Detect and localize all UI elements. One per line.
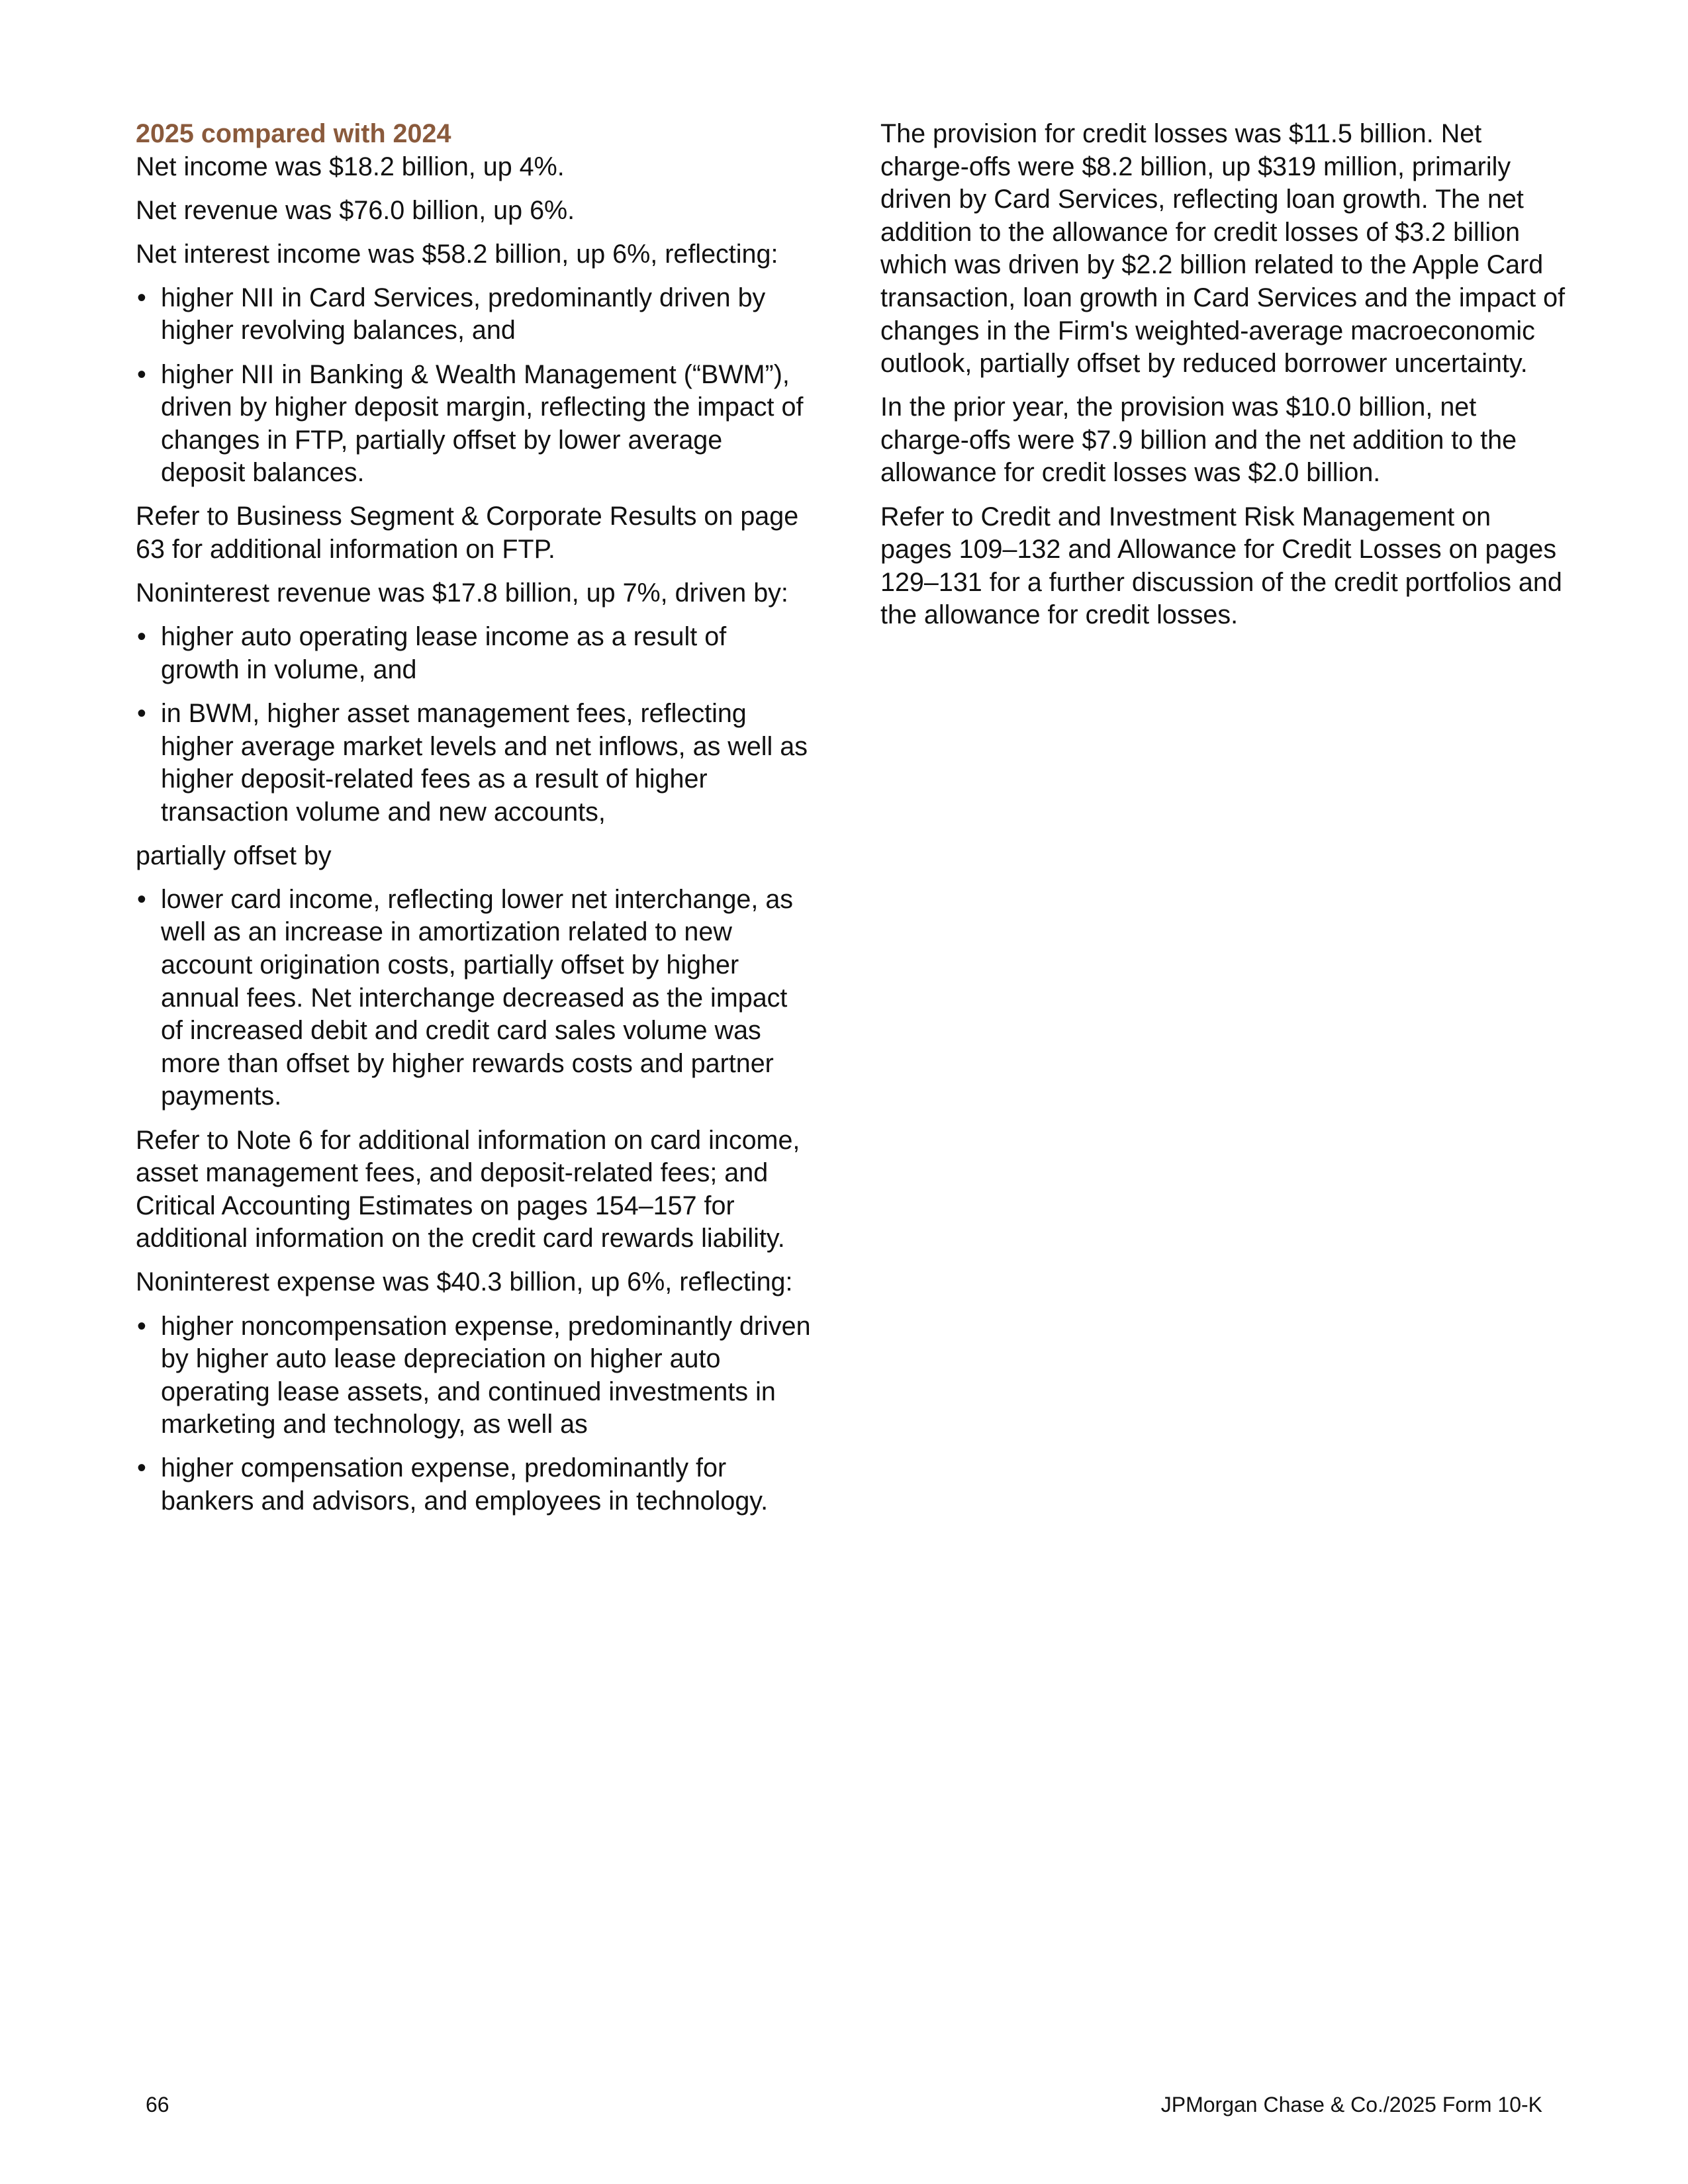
list-item: • higher compensation expense, predominantly for bankers and advisors, and employees in technology. bbox=[136, 1452, 811, 1518]
list-item: • higher NII in Card Services, predominantly driven by higher revolving balances, and bbox=[136, 282, 811, 347]
provision-paragraph: The provision for credit losses was $11.5 billion. Net charge-offs were $8.2 billion, up $319 million, primarily driven by Card Services, reflecting loan growth. The net addition to the allowance for credit losses of $3.2 billion which was driven by $2.2 billion related to the Apple Card transaction, loan growth in Card Services and the impact of changes in the Firm's weighted-average macroeconomic outlook, partially offset by reduced borrower uncertainty. bbox=[880, 119, 1566, 379]
list-item: • in BWM, higher asset management fees, reflecting higher average market levels and net inflows, as well as higher deposit-related fees as a result of higher transaction volume and new accounts, bbox=[136, 698, 811, 829]
prior-year-paragraph: In the prior year, the provision was $10.0 billion, net charge-offs were $7.9 billion and the net addition to the allowance for credit losses was $2.0 billion. bbox=[880, 392, 1517, 488]
noninterest-revenue-drivers-list bbox=[136, 621, 811, 829]
ftp-reference-paragraph: Refer to Business Segment & Corporate Results on page 63 for additional information on FTP. bbox=[136, 502, 799, 565]
credit-risk-reference-paragraph: Refer to Credit and Investment Risk Management on pages 109–132 and Allowance for Credit Losses on pages 129–131 for a further discussion of the credit portfolios and the allowance for credit losses. bbox=[880, 502, 1562, 630]
list-item: • higher noncompensation expense, predominantly driven by higher auto lease depreciation on higher auto operating lease assets, and continued investments in marketing and technology, as well as bbox=[136, 1310, 811, 1441]
net-revenue-paragraph: Net revenue was $76.0 billion, up 6%. bbox=[136, 195, 575, 225]
net-interest-income-paragraph: Net interest income was $58.2 billion, up 6%, reflecting: bbox=[136, 239, 778, 269]
noninterest-revenue-paragraph: Noninterest revenue was $17.8 billion, up 7%, driven by: bbox=[136, 578, 788, 608]
section-heading: 2025 compared with 2024 bbox=[136, 119, 451, 148]
nii-drivers-list bbox=[136, 282, 811, 490]
document-title: JPMorgan Chase & Co./2025 Form 10-K bbox=[1160, 2093, 1542, 2116]
partially-offset-paragraph: partially offset by bbox=[136, 841, 332, 870]
expense-drivers-list bbox=[136, 1310, 811, 1518]
note-reference-paragraph: Refer to Note 6 for additional information on card income, asset management fees, and deposit-related fees; and Critical Accounting Estimates on pages 154–157 for additional information on the credit card rewards liability. bbox=[136, 1125, 800, 1253]
net-income-paragraph: Net income was $18.2 billion, up 4%. bbox=[136, 152, 565, 181]
page-number: 66 bbox=[146, 2093, 169, 2116]
list-item: • higher NII in Banking & Wealth Management (“BWM”), driven by higher deposit margin, reflecting the impact of changes in FTP, partially offset by lower average deposit balances. bbox=[136, 359, 811, 490]
left-column bbox=[136, 118, 811, 1529]
right-column bbox=[880, 118, 1569, 643]
list-item: • lower card income, reflecting lower net interchange, as well as an increase in amortization related to new account origination costs, partially offset by higher annual fees. Net interchange decreased as the impact of increased debit and credit card sales volume was more than offset by higher rewards costs and partner payments. bbox=[136, 884, 811, 1113]
offset-drivers-list bbox=[136, 884, 811, 1113]
noninterest-expense-paragraph: Noninterest expense was $40.3 billion, up 6%, reflecting: bbox=[136, 1267, 793, 1297]
list-item: • higher auto operating lease income as a result of growth in volume, and bbox=[136, 621, 811, 686]
